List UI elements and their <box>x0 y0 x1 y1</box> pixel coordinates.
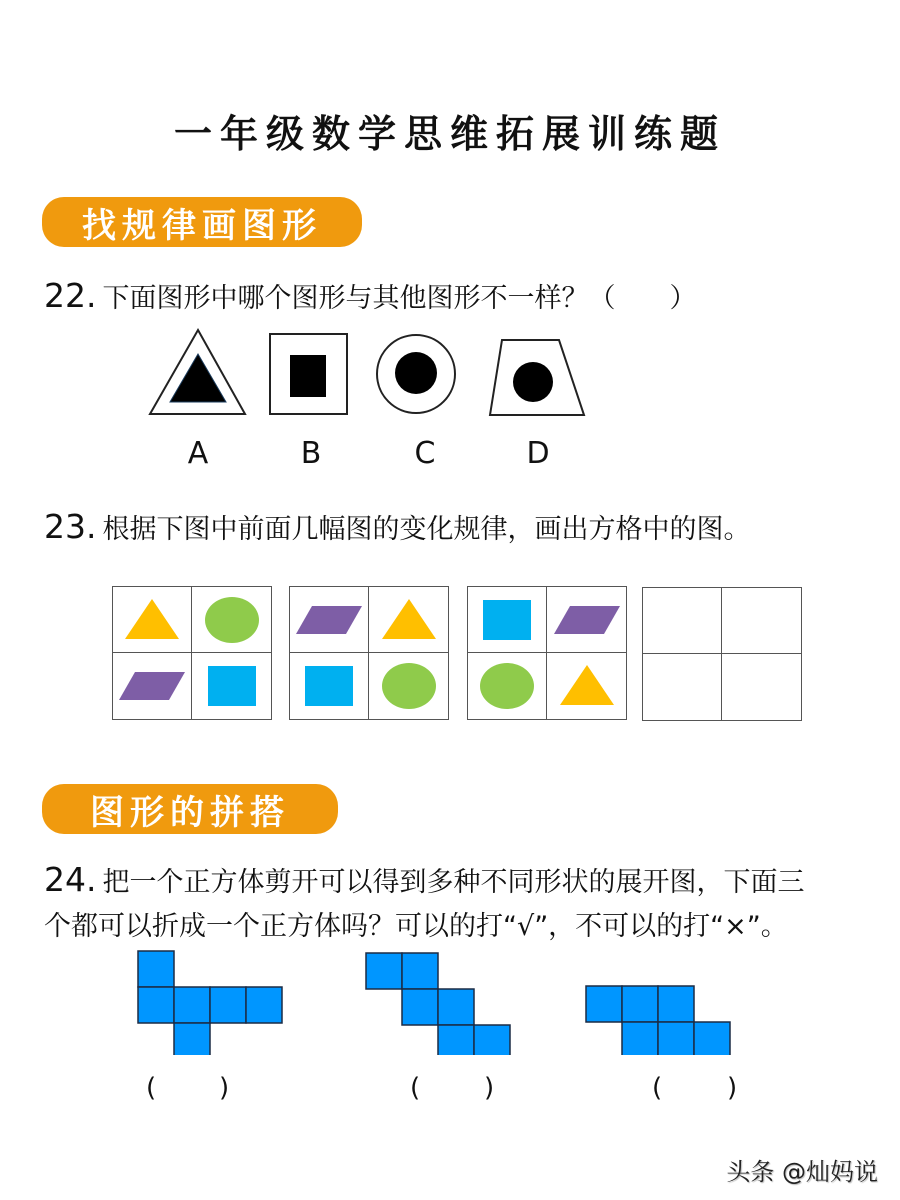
option-a-label: A <box>187 436 209 471</box>
circle-shape <box>379 661 439 711</box>
triangle-shape <box>557 661 617 711</box>
section-header-find-pattern: 找规律画图形 <box>42 197 362 247</box>
parallelogram-shape <box>294 600 364 640</box>
square-shape <box>301 664 357 708</box>
cube-net-1 <box>138 951 282 1055</box>
answer-1-open: ( <box>146 1073 157 1103</box>
cube-net-2 <box>366 953 510 1055</box>
answer-2-open: ( <box>410 1073 421 1103</box>
question-text: 根据下图中前面几幅图的变化规律，画出方格中的图。 <box>102 514 751 545</box>
answer-3-close: ) <box>727 1073 738 1103</box>
q22-shapes <box>140 322 610 422</box>
page-title: 一年级数学思维拓展训练题 <box>173 112 726 156</box>
question-text: 下面图形中哪个图形与其他图形不一样？（ ） <box>102 283 697 314</box>
square-shape <box>479 598 535 642</box>
option-a-shape <box>150 330 245 414</box>
answer-3-slot[interactable] <box>666 1070 721 1104</box>
answer-cell[interactable] <box>722 588 801 654</box>
option-c-shape <box>377 335 455 413</box>
option-d-label: D <box>526 436 550 471</box>
triangle-shape <box>379 595 439 645</box>
answer-cell[interactable] <box>643 654 722 720</box>
option-b-shape <box>270 334 347 414</box>
question-number: 22. <box>44 276 97 315</box>
question-number: 24. <box>44 860 97 899</box>
question-24-line2: 个都可以折成一个正方体吗？可以的打“√”，不可以的打“×”。 <box>44 911 788 942</box>
question-number: 23. <box>44 507 97 546</box>
section-header-shape-assembly: 图形的拼搭 <box>42 784 338 834</box>
answer-1-slot[interactable] <box>160 1070 215 1104</box>
parallelogram-shape <box>117 666 187 706</box>
question-22 <box>44 276 696 315</box>
square-shape <box>204 664 260 708</box>
watermark: 头条 @灿妈说 <box>726 1158 878 1186</box>
parallelogram-shape <box>552 600 622 640</box>
answer-cell[interactable] <box>722 654 801 720</box>
option-b-label: B <box>300 436 322 471</box>
cube-net-3 <box>586 986 730 1055</box>
question-text-line1: 把一个正方体剪开可以得到多种不同形状的展开图，下面三 <box>102 867 805 898</box>
triangle-shape <box>122 595 182 645</box>
pattern-grid-2 <box>289 586 449 720</box>
pattern-grid-1 <box>112 586 272 720</box>
answer-3-open: ( <box>652 1073 663 1103</box>
cube-nets <box>130 945 750 1055</box>
circle-shape <box>202 595 262 645</box>
question-23 <box>44 507 750 546</box>
answer-cell[interactable] <box>643 588 722 654</box>
pattern-grid-3 <box>467 586 627 720</box>
answer-grid[interactable] <box>642 587 802 721</box>
answer-2-close: ) <box>484 1073 495 1103</box>
answer-1-close: ) <box>219 1073 230 1103</box>
option-c-label: C <box>414 436 436 471</box>
option-d-shape <box>490 340 584 415</box>
answer-2-slot[interactable] <box>424 1070 479 1104</box>
question-24 <box>44 860 804 899</box>
circle-shape <box>477 661 537 711</box>
